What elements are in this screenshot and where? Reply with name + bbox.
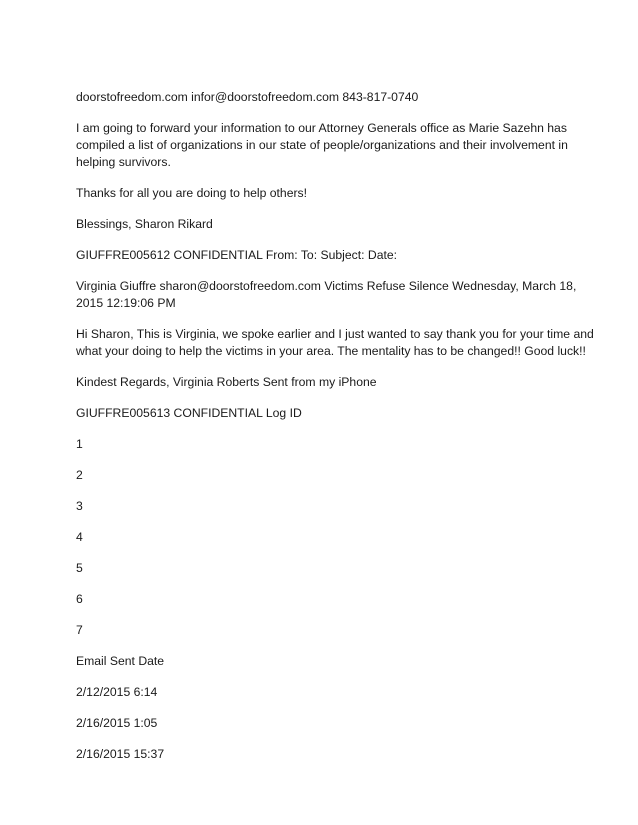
bates-stamp-2: GIUFFRE005613 CONFIDENTIAL Log ID [76, 406, 302, 420]
forward-paragraph-line: helping survivors. [76, 155, 171, 169]
message-line: what your doing to help the victims in your area. The mentality has to be changed!! Good luck!! [76, 344, 586, 358]
log-id-item: 5 [76, 561, 83, 575]
sent-date-header: Email Sent Date [76, 654, 165, 668]
forward-paragraph-line: compiled a list of organizations in our state of people/organizations and their involvement in [76, 138, 568, 152]
bates-stamp-1: GIUFFRE005612 CONFIDENTIAL From: To: Subject: Date: [76, 248, 398, 262]
forward-paragraph [76, 120, 576, 171]
email-meta [76, 278, 576, 312]
document-body [76, 89, 594, 777]
header-contact: doorstofreedom.com infor@doorstofreedom.com 843-817-0740 [76, 90, 419, 104]
signoff-line: Blessings, Sharon Rikard [76, 217, 213, 231]
log-id-item: 6 [76, 592, 83, 606]
email-meta-line: Virginia Giuffre sharon@doorstofreedom.com Victims Refuse Silence Wednesday, March 18, [76, 279, 577, 293]
log-id-item: 7 [76, 623, 83, 637]
email-meta-line: 2015 12:19:06 PM [76, 296, 176, 310]
thanks-line: Thanks for all you are doing to help others! [76, 186, 308, 200]
log-id-item: 2 [76, 468, 83, 482]
sent-date-item: 2/16/2015 1:05 [76, 716, 158, 730]
message-line: Hi Sharon, This is Virginia, we spoke earlier and I just wanted to say thank you for your time and [76, 327, 594, 341]
log-id-item: 1 [76, 437, 83, 451]
sent-date-item: 2/16/2015 15:37 [76, 747, 165, 761]
sent-date-item: 2/12/2015 6:14 [76, 685, 158, 699]
log-id-item: 4 [76, 530, 83, 544]
forward-paragraph-line: I am going to forward your information to our Attorney Generals office as Marie Sazehn has [76, 121, 567, 135]
message-body [76, 326, 594, 360]
closing-line: Kindest Regards, Virginia Roberts Sent from my iPhone [76, 375, 377, 389]
log-id-item: 3 [76, 499, 83, 513]
